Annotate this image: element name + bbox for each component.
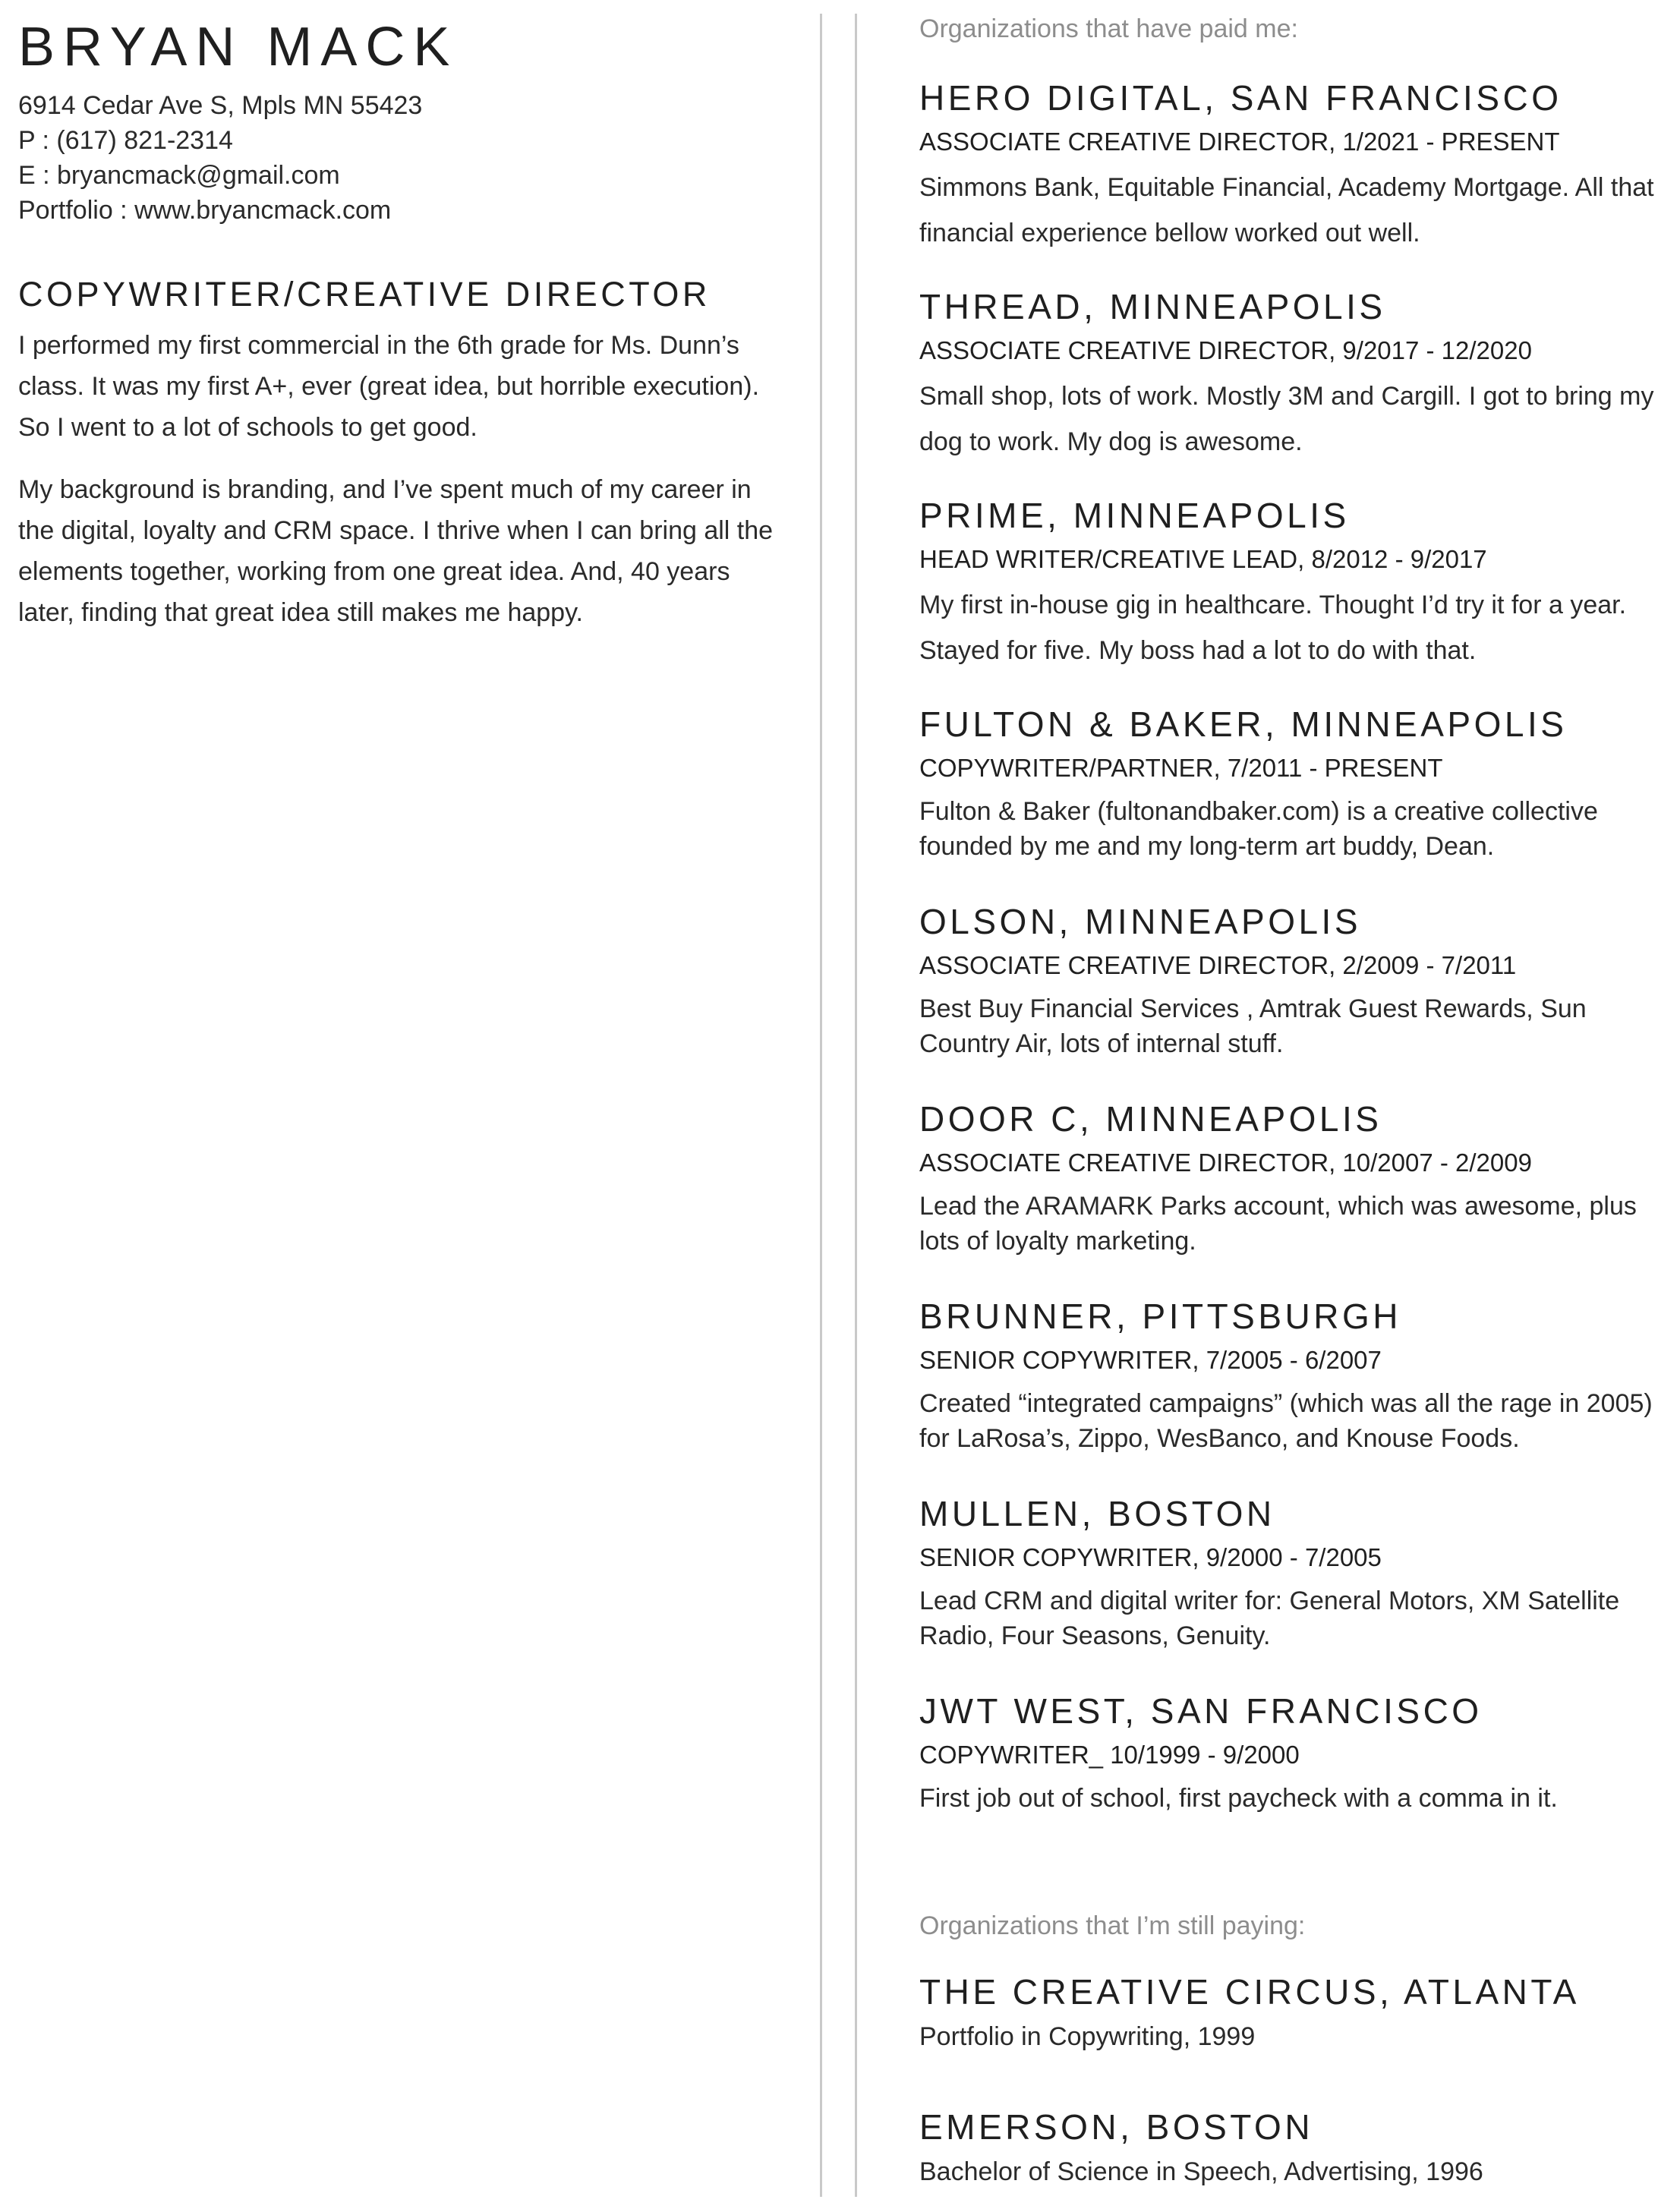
portfolio-link: Portfolio : www.bryancmack.com xyxy=(18,196,392,225)
school-entry xyxy=(919,1971,1663,2054)
job-description: Lead CRM and digital writer for: General Motors, XM Satellite Radio, Four Seasons, Genuity. xyxy=(919,1587,1620,1650)
left-column xyxy=(18,17,785,654)
job-description: Fulton & Baker (fultonandbaker.com) is a creative collective founded by me and my long-term art buddy, Dean. xyxy=(919,797,1598,861)
job-title: ASSOCIATE CREATIVE DIRECTOR, 2/2009 - 7/2011 xyxy=(919,951,1517,979)
job-entry xyxy=(919,77,1663,256)
job-company: OLSON, MINNEAPOLIS xyxy=(919,902,1362,941)
job-entry xyxy=(919,1295,1663,1456)
job-entry xyxy=(919,285,1663,465)
column-divider-right xyxy=(855,14,857,2197)
address: 6914 Cedar Ave S, Mpls MN 55423 xyxy=(18,91,423,120)
school-degree: Portfolio in Copywriting, 1999 xyxy=(919,2022,1256,2051)
job-title: SENIOR COPYWRITER, 9/2000 - 7/2005 xyxy=(919,1543,1382,1571)
job-entry xyxy=(919,494,1663,673)
job-description: Lead the ARAMARK Parks account, which was awesome, plus lots of loyalty marketing. xyxy=(919,1192,1637,1256)
job-description: Small shop, lots of work. Mostly 3M and Cargill. I got to bring my dog to work. My dog is awesome. xyxy=(919,382,1654,456)
job-title: ASSOCIATE CREATIVE DIRECTOR, 10/2007 - 2/2009 xyxy=(919,1149,1532,1177)
school-degree: Bachelor of Science in Speech, Advertising, 1996 xyxy=(919,2157,1483,2186)
right-column xyxy=(919,11,1663,2186)
job-title: ASSOCIATE CREATIVE DIRECTOR, 1/2021 - PRESENT xyxy=(919,128,1560,156)
job-company: BRUNNER, PITTSBURGH xyxy=(919,1297,1401,1336)
column-divider-left xyxy=(820,14,822,2197)
job-description: My first in-house gig in healthcare. Thought I’d try it for a year. Stayed for five. My boss had a lot to do with that. xyxy=(919,591,1627,665)
job-title: HEAD WRITER/CREATIVE LEAD, 8/2012 - 9/2017 xyxy=(919,545,1487,573)
job-company: JWT WEST, SAN FRANCISCO xyxy=(919,1691,1483,1731)
job-title: ASSOCIATE CREATIVE DIRECTOR, 9/2017 - 12/2020 xyxy=(919,336,1532,364)
job-entry xyxy=(919,1098,1663,1259)
job-entry xyxy=(919,1492,1663,1653)
school-entry xyxy=(919,2106,1663,2189)
job-entry xyxy=(919,1690,1663,1816)
job-description: Best Buy Financial Services , Amtrak Guest Rewards, Sun Country Air, lots of internal stuff. xyxy=(919,994,1587,1058)
experience-label: Organizations that have paid me: xyxy=(919,14,1298,43)
job-title: SENIOR COPYWRITER, 7/2005 - 6/2007 xyxy=(919,1346,1382,1374)
job-title: COPYWRITER_ 10/1999 - 9/2000 xyxy=(919,1741,1300,1769)
job-description: Created “integrated campaigns” (which was all the rage in 2005) for LaRosa’s, Zippo, WesBanco, and Knouse Foods. xyxy=(919,1389,1653,1453)
school-name: THE CREATIVE CIRCUS, ATLANTA xyxy=(919,1972,1580,2012)
school-name: EMERSON, BOSTON xyxy=(919,2107,1314,2147)
job-entry xyxy=(919,900,1663,1061)
phone: P : (617) 821-2314 xyxy=(18,126,233,155)
job-description: Simmons Bank, Equitable Financial, Academy Mortgage. All that financial experience bellow worked out well. xyxy=(919,173,1654,247)
about-paragraph: I performed my first commercial in the 6th grade for Ms. Dunn’s class. It was my first A+, ever (great idea, but horrible execution). So I went to a lot of schools to get good. xyxy=(18,331,760,442)
email: E : bryancmack@gmail.com xyxy=(18,161,340,190)
education-label: Organizations that I’m still paying: xyxy=(919,1911,1306,1940)
candidate-name: BRYAN MACK xyxy=(18,17,459,77)
job-title: COPYWRITER/PARTNER, 7/2011 - PRESENT xyxy=(919,754,1443,782)
about-title: COPYWRITER/CREATIVE DIRECTOR xyxy=(18,275,711,314)
job-company: HERO DIGITAL, SAN FRANCISCO xyxy=(919,78,1562,118)
job-company: FULTON & BAKER, MINNEAPOLIS xyxy=(919,704,1568,744)
job-company: THREAD, MINNEAPOLIS xyxy=(919,287,1386,326)
job-description: First job out of school, first paycheck with a comma in it. xyxy=(919,1784,1558,1813)
about-paragraph: My background is branding, and I’ve spent much of my career in the digital, loyalty and CRM space. I thrive when I can bring all the elements together, working from one great idea. And, 40 years later, finding that great idea still makes me happy. xyxy=(18,475,774,627)
job-entry xyxy=(919,703,1663,864)
job-company: DOOR C, MINNEAPOLIS xyxy=(919,1099,1382,1139)
job-company: MULLEN, BOSTON xyxy=(919,1494,1275,1533)
job-company: PRIME, MINNEAPOLIS xyxy=(919,496,1350,535)
